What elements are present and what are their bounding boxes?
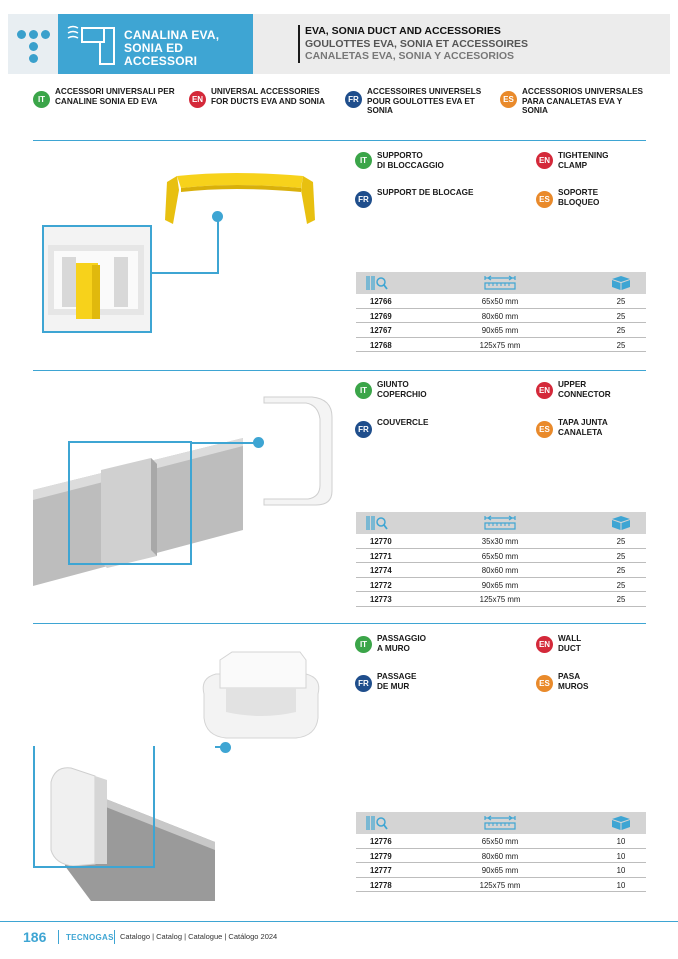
cell-code: 12766	[370, 297, 392, 306]
table-row	[356, 563, 646, 578]
badge-en: EN	[536, 382, 553, 399]
cell-qty: 25	[616, 566, 626, 575]
intro-en-text	[211, 87, 325, 106]
cell-code: 12768	[370, 340, 392, 350]
title-en	[558, 634, 581, 653]
table-row	[356, 338, 646, 353]
cell-code: 12774	[370, 566, 392, 575]
cell-qty: 25	[616, 537, 626, 546]
title-en	[558, 151, 609, 170]
table-row	[356, 863, 646, 878]
cell-code: 12777	[370, 866, 392, 875]
product-table	[356, 812, 646, 892]
cell-qty: 10	[616, 866, 626, 875]
badge-en: EN	[536, 636, 553, 653]
badge-fr: FR	[355, 675, 372, 692]
cell-size: 80x60 mm	[481, 566, 519, 575]
title-line: SONIA ED ACCESSORI	[124, 41, 198, 68]
cell-qty: 25	[616, 311, 626, 321]
text-line: DI BLOCCAGGIO	[377, 160, 444, 170]
callout-line	[192, 442, 258, 444]
table-row	[356, 592, 646, 607]
cell-code: 12771	[370, 551, 392, 561]
cell-qty: 25	[616, 340, 626, 350]
intro-it-text	[55, 87, 175, 106]
product-table	[356, 272, 646, 352]
badge-it: IT	[355, 636, 372, 653]
badge-en: EN	[536, 152, 553, 169]
badge-fr: FR	[355, 421, 372, 438]
badge-fr: FR	[355, 191, 372, 208]
catalog-label: Catalogo | Catalog | Catalogue | Catálogo 2024	[120, 932, 278, 941]
section-divider	[33, 370, 646, 371]
title-it	[377, 380, 427, 399]
text-line: MUROS	[558, 681, 589, 691]
text-line: PASSAGE	[377, 672, 417, 681]
text-line: ACCESSORI UNIVERSALI PER	[55, 87, 175, 96]
title-es	[558, 418, 608, 437]
text-line: CANALINE SONIA ED EVA	[55, 96, 158, 106]
title-fr	[377, 188, 473, 198]
product-table	[356, 512, 646, 607]
title-it	[377, 634, 426, 653]
ruler-icon	[484, 815, 516, 831]
section-divider	[33, 140, 646, 141]
cell-code: 12772	[370, 580, 392, 590]
badge-es: ES	[536, 191, 553, 208]
title-line: CANALINA EVA,	[124, 28, 220, 42]
text-line: PARA CANALETAS EVA Y	[522, 96, 623, 106]
cell-qty: 10	[616, 851, 626, 861]
table-row	[356, 309, 646, 324]
intro-fr-text	[367, 87, 481, 116]
badge-es: ES	[536, 675, 553, 692]
wall-duct-product-image	[196, 648, 326, 743]
cell-qty: 25	[616, 297, 626, 306]
box-quantity-icon	[610, 815, 632, 831]
title-en	[558, 380, 611, 399]
text-line: SUPPORTO	[377, 151, 423, 160]
table-row	[356, 878, 646, 893]
title-es	[558, 188, 599, 207]
cell-qty: 25	[616, 551, 626, 561]
footer-separator	[114, 930, 115, 944]
text-line: BLOQUEO	[558, 197, 600, 207]
cell-size: 90x65 mm	[481, 866, 519, 875]
text-line: ACCESSOIRES UNIVERSELS	[367, 87, 482, 96]
subtitle-en: EVA, SONIA DUCT AND ACCESSORIES	[305, 25, 501, 37]
cell-size: 80x60 mm	[481, 311, 519, 321]
ruler-icon	[484, 275, 516, 291]
cell-qty: 25	[616, 326, 626, 335]
text-line: A MURO	[377, 643, 410, 653]
text-line: COPERCHIO	[377, 389, 427, 399]
callout-line	[217, 219, 219, 274]
text-line: FOR DUCTS EVA AND SONIA	[211, 96, 325, 106]
table-row	[356, 834, 646, 849]
table-row	[356, 578, 646, 593]
cell-size: 90x65 mm	[481, 326, 519, 335]
page-number: 186	[23, 929, 47, 945]
code-search-icon	[366, 515, 388, 531]
cell-size: 65x50 mm	[481, 551, 519, 561]
table-row	[356, 549, 646, 564]
table-header	[356, 272, 646, 294]
text-line: CONNECTOR	[558, 389, 611, 399]
text-line: SUPPORT DE BLOCAGE	[377, 188, 474, 197]
title-es	[558, 672, 588, 691]
badge-es: ES	[500, 91, 517, 108]
text-line: PASSAGGIO	[377, 634, 426, 643]
section-divider	[33, 623, 646, 624]
text-line: SONIA	[367, 106, 393, 115]
cell-size: 65x50 mm	[481, 837, 519, 846]
text-line: UPPER	[558, 380, 587, 389]
clamp-detail-image	[42, 225, 152, 333]
text-line: WALL	[558, 634, 582, 643]
cell-code: 12776	[370, 837, 392, 846]
duct-icon	[66, 22, 118, 66]
subtitle-es: CANALETAS EVA, SONIA Y ACCESORIOS	[305, 50, 515, 62]
box-quantity-icon	[610, 515, 632, 531]
code-search-icon	[366, 275, 388, 291]
code-search-icon	[366, 815, 388, 831]
title-fr	[377, 418, 428, 428]
brand-name: TECNOGAS	[66, 933, 114, 942]
cell-size: 125x75 mm	[479, 595, 521, 604]
table-row	[356, 294, 646, 309]
intro-es-text	[522, 87, 643, 116]
connector-product-image	[262, 393, 336, 508]
brand-dots-icon	[8, 14, 58, 74]
text-line: UNIVERSAL ACCESSORIES	[211, 87, 320, 96]
footer-divider	[0, 921, 678, 922]
subtitle-fr: GOULOTTES EVA, SONIA ET ACCESSOIRES	[305, 37, 529, 50]
cell-code: 12769	[370, 311, 392, 321]
text-line: CLAMP	[558, 160, 588, 170]
text-line: TIGHTENING	[558, 151, 609, 160]
cell-size: 65x50 mm	[481, 297, 519, 306]
cell-code: 12778	[370, 880, 392, 890]
badge-es: ES	[536, 421, 553, 438]
title-it	[377, 151, 444, 170]
header-title-block	[58, 14, 253, 74]
text-line: DE MUR	[377, 681, 410, 691]
text-line: SONIA	[522, 106, 548, 115]
text-line: GIUNTO	[377, 380, 409, 389]
cell-qty: 10	[616, 837, 626, 846]
badge-en: EN	[189, 91, 206, 108]
text-line: COUVERCLE	[377, 418, 429, 427]
cell-code: 12779	[370, 851, 392, 861]
text-line: DUCT	[558, 643, 581, 653]
ruler-icon	[484, 515, 516, 531]
table-row	[356, 534, 646, 549]
text-line: SOPORTE	[558, 188, 599, 197]
badge-it: IT	[33, 91, 50, 108]
table-row	[356, 849, 646, 864]
cell-qty: 25	[616, 580, 626, 590]
badge-fr: FR	[345, 91, 362, 108]
clamp-product-image	[163, 168, 318, 230]
cell-size: 80x60 mm	[481, 851, 519, 861]
cell-code: 12770	[370, 537, 392, 546]
cell-code: 12767	[370, 326, 392, 335]
wall-duct-detail-frame	[33, 746, 155, 868]
cell-qty: 10	[616, 880, 626, 890]
text-line: TAPA JUNTA	[558, 418, 608, 427]
cell-code: 12773	[370, 595, 392, 604]
cell-qty: 25	[616, 595, 626, 604]
table-row	[356, 323, 646, 338]
callout-line	[152, 272, 218, 274]
cell-size: 125x75 mm	[479, 340, 521, 350]
table-header	[356, 812, 646, 834]
title-fr	[377, 672, 416, 691]
box-quantity-icon	[610, 275, 632, 291]
footer-separator	[58, 930, 59, 944]
cell-size: 90x65 mm	[481, 580, 519, 590]
page-header	[8, 14, 670, 74]
text-line: POUR GOULOTTES EVA ET	[367, 96, 475, 106]
text-line: ACCESSORIOS UNIVERSALES	[522, 87, 644, 96]
text-line: PASA	[558, 672, 581, 681]
text-line: CANALETA	[558, 427, 603, 437]
connector-detail-frame	[68, 441, 192, 565]
page-title	[124, 29, 253, 68]
page-subtitle	[298, 25, 528, 63]
cell-size: 125x75 mm	[479, 880, 521, 890]
badge-it: IT	[355, 152, 372, 169]
badge-it: IT	[355, 382, 372, 399]
cell-size: 35x30 mm	[481, 537, 519, 546]
table-header	[356, 512, 646, 534]
